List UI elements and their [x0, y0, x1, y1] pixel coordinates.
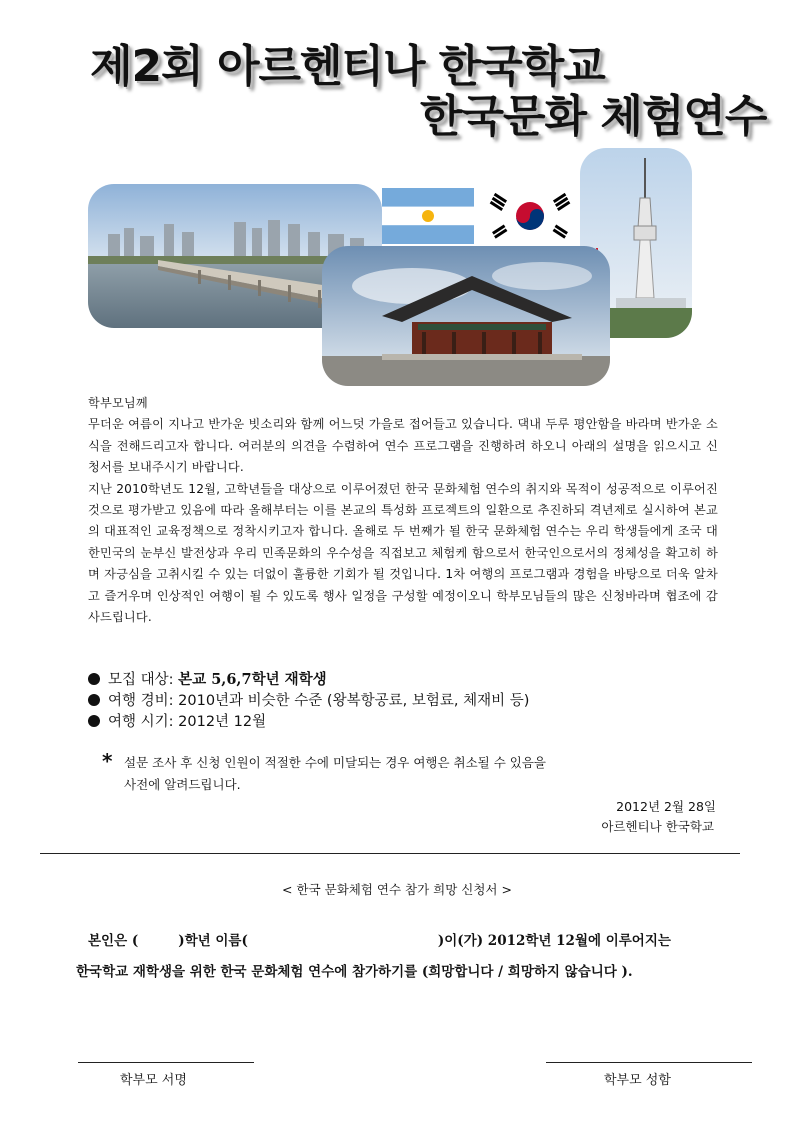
detail-item-target: 모집 대상: 본교 5,6,7학년 재학생	[88, 669, 529, 691]
form-title: < 한국 문화체험 연수 참가 희망 신청서 >	[282, 882, 512, 897]
parent-name-line[interactable]	[546, 1062, 752, 1063]
signature-label: 학부모 서명	[120, 1073, 187, 1088]
cut-divider	[40, 853, 740, 854]
cancellation-note: * 설문 조사 후 신청 인원이 적절한 수에 미달되는 경우 여행은 취소될 수 있음을 사전에 알려드립니다.	[102, 749, 547, 792]
page-title-line2: 한국문화 체험연수	[420, 91, 767, 142]
salutation: 학부모님께	[88, 396, 148, 410]
detail-item-cost: 여행 경비: 2010년과 비슷한 수준 (왕복항공료, 보험료, 체재비 등)	[88, 691, 529, 712]
letter-date: 2012년 2월 28일	[616, 799, 716, 814]
letter-paragraph-2: 지난 2010학년도 12월, 고학년들을 대상으로 이루어졌던 한국 문화체험 연수의 취지와 목적이 성공적으로 이루어진 것으로 평가받고 있음에 따라 올해부터는 이를 본교의 특성화 프로젝트의 일환으로 추진하되 격년제로 실시하여 본교의 대표적인 교육정책으로 정착시키고자 합니다. 올해로 두 번째가 될 한국 문화체험 연수는 우리 학생들에게 조국 대한민국의 눈부신 발전상과 우리 민족문화의 우수성을 직접보고 체험케 함으로서 한국인으로서의 정체성을 확고히 하며 자긍심을 고취시킬 수 있는 더없이 훌륭한 기회가 될 것입니다. 1차 여행의 프로그램과 경험을 바탕으로 더욱 알차고 즐거우며 인상적인 여행이 될 수 있도록 행사 일정을 구성할 예정이오니 학부모님들의 많은 신청바라며 협조에 감사드립니다.	[88, 481, 718, 625]
parent-name-label: 학부모 성함	[604, 1073, 671, 1088]
palace-photo	[322, 246, 610, 386]
letter-body	[88, 393, 718, 628]
signature-line[interactable]	[78, 1062, 254, 1063]
letter-paragraph-1: 무더운 여름이 지나고 반가운 빗소리와 함께 어느덧 가을로 접어들고 있습니다. 댁내 두루 평안함을 바라며 반가운 소식을 전해드리고자 합니다. 여러분의 의견을 수렴하여 연수 프로그램을 진행하려 하오니 아래의 설명을 읽으시고 신청서를 보내주시기 바랍니다.	[88, 417, 718, 475]
bullet-icon	[88, 715, 100, 727]
argentina-flag-icon	[382, 188, 474, 244]
school-name: 아르헨티나 한국학교	[601, 819, 714, 834]
bullet-icon	[88, 673, 100, 685]
bullet-icon	[88, 694, 100, 706]
form-line-1: 본인은 ( )학년 이름( )이(가) 2012학년 12월에 이루어지는	[88, 933, 671, 949]
asterisk-icon: *	[102, 749, 113, 773]
korea-flag-icon	[482, 188, 578, 244]
trip-details	[88, 669, 529, 733]
form-line-2: 한국학교 재학생을 위한 한국 문화체험 연수에 참가하기를 (희망합니다 / 희망하지 않습니다 ).	[76, 964, 633, 980]
page-title-line1: 제2회 아르헨티나 한국학교	[90, 41, 605, 92]
detail-item-period: 여행 시기: 2012년 12월	[88, 712, 529, 733]
